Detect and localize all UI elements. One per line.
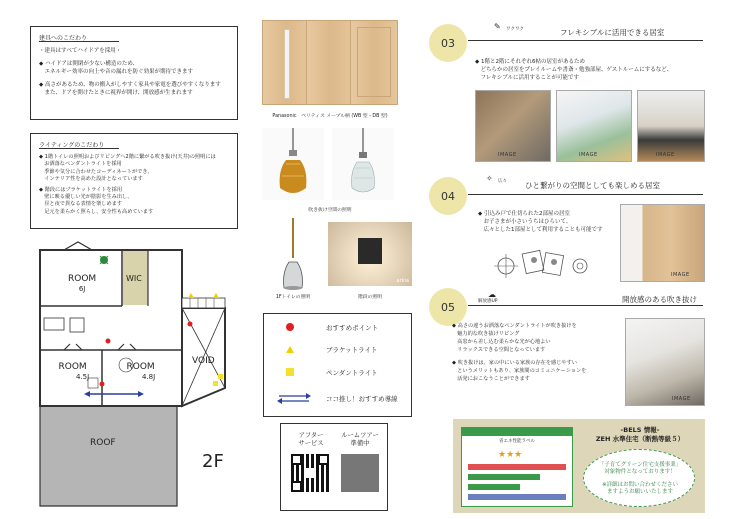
section05-kicker: 解放感UP (478, 299, 498, 304)
sparkle-icon: ✎ (494, 22, 501, 31)
legend-point-label: おすすめポイント (326, 324, 379, 332)
pendant-light-clear (332, 128, 394, 200)
section05-text: ◆ 高さの違うお洒落なペンダントライトが吹き抜けを 魅力的な吹き抜けリビング 高窓から差し込む柔らかな光が心地よい リラックスできる空間となっています ◆ 吹き抜けは、家の中にいる家族の存在を感じやすい というメリットもあり、家族間のコミュニケーションを 活発におこなうことができます (452, 323, 587, 382)
open-icon: ☁ (488, 290, 496, 299)
bels-notice-line2: ※詳細はお問い合わせください ますようお願いいたします (601, 482, 679, 495)
bels-panel (453, 419, 705, 513)
lighting-line: 季節や気分に合わせたコーディネートができ、 (39, 168, 153, 175)
image-kidsroom: IMAGE (556, 90, 632, 162)
image-atrium: IMAGE (625, 318, 705, 406)
section-number-04: 04 (429, 177, 467, 215)
toilet-light-caption: 1Fトイレの照明 (275, 295, 311, 300)
section03-kicker: ワクワク (506, 27, 524, 32)
section04-rule (468, 194, 703, 195)
room-label-roof: ROOF (90, 438, 116, 448)
image-study: IMAGE (637, 90, 705, 162)
lighting-line: お洒落なペンダントライトを採用 (39, 161, 122, 168)
section04-title: ひと繋がりの空間としても楽しめる居室 (525, 181, 660, 190)
door-image-db (350, 20, 398, 105)
legend-bracket-label: ブラケットライト (326, 346, 378, 354)
lighting-line: ◆ 1階トイレの照明およびリビングへ2階に繋がる吹き抜け(天井)の照明には (39, 154, 216, 160)
pendant-light-marker (213, 381, 218, 386)
room-tour-placeholder (341, 454, 379, 492)
image-sliding-door: IMAGE (620, 204, 705, 282)
room-label-48j: ROOM 4.8J (126, 362, 156, 381)
stairs-light-brand: arkia (396, 278, 409, 284)
lighting-line: 昼と夜で異なる表情を楽しめます (39, 201, 123, 208)
floor-label: 2F (202, 451, 224, 472)
door-image-plain (306, 20, 354, 105)
door-info-title: 建具へのこだわり (39, 35, 88, 42)
section04-kicker: 広々 (498, 179, 507, 184)
lighting-info-box (30, 133, 238, 229)
qr-code[interactable] (291, 454, 329, 492)
door-info-line: エネルギー効率の向上や音の漏れを防ぐ効果が期待できます (39, 69, 194, 75)
room-label-45j: ROOM 4.5J (58, 362, 90, 381)
section05-rule (468, 305, 703, 306)
pendant-light-marker (218, 374, 223, 379)
title-underline (39, 41, 119, 42)
legend-pendant-label: ペンダントライト (326, 369, 378, 377)
lighting-line: ◆ 階段にはブラケットライトを採用 (39, 186, 123, 193)
bels-heading: -BELS 情報- (620, 426, 660, 434)
door-caption: Panasonic ベリティス メープル柄 (WB 型・DB 型) (272, 114, 388, 119)
section-number-03: 03 (429, 24, 467, 62)
door-info-line: ◆ 高さがあるため、物の搬入がしやすく家具や家電を選びやすくなります (39, 82, 221, 88)
recommend-point (188, 322, 193, 327)
stairs-bracket-light (328, 222, 412, 286)
section03-rule (468, 40, 703, 41)
door-info-box (30, 26, 238, 120)
bels-label-title: 省エネ性能ラベル (499, 439, 535, 444)
lighting-line: インテリア性を高めた設計となっています (39, 176, 143, 183)
bels-notice (583, 449, 695, 507)
legend-route-label: ココ推し！おすすめ導線 (326, 395, 398, 403)
bracket-light-marker (213, 293, 219, 298)
toilet-light (262, 218, 324, 292)
lighting-line: 足元を柔らかく照らし、安全性も高めています (39, 208, 154, 215)
section03-text: ◆ 1階と2階にそれぞれ6帖の居室があるため どちらかの居室をプレイルームや書斎・勉強部屋、ゲストルームにするなど、 フレキシブルに活用することが可能です (475, 59, 673, 81)
door-image-wb (262, 20, 310, 105)
lighting-line: 壁に映る優しい光が陰影を生み出し、 (39, 194, 133, 201)
bels-stars: ★★★ (498, 450, 523, 460)
plant-icon (100, 256, 108, 264)
section-number-05: 05 (429, 288, 467, 326)
legend-route-icon (276, 392, 312, 404)
bracket-light-marker (188, 293, 194, 298)
fukinuke-light-caption: 吹き抜け空間の照明 (308, 208, 352, 213)
recommend-point (100, 382, 105, 387)
image-playroom: IMAGE (475, 90, 551, 162)
legend-point-icon (286, 323, 294, 331)
lighting-info-title: ライティングのこだわり (39, 142, 105, 149)
door-info-line: ◆ ハイドアは開閉が少ない構造のため、 (39, 61, 139, 67)
bels-label-card (461, 427, 573, 507)
room-label-void: VOID (192, 356, 215, 366)
after-service-label: アフター サービス (298, 432, 324, 447)
bels-notice-line1: 「子育てグリーン住宅支援事業」 対象物件となっております！ (598, 462, 682, 475)
legend-box (263, 313, 412, 417)
qr-box (280, 423, 388, 511)
section05-title: 開放感のある吹き抜け (622, 295, 697, 304)
door-info-text (39, 47, 235, 97)
legend-bracket-icon (286, 346, 294, 353)
pendant-light-amber (262, 128, 324, 200)
title-underline (39, 148, 119, 149)
room-label-wic: WIC (126, 274, 142, 283)
section03-title: フレキシブルに活用できる居室 (560, 28, 665, 37)
room-label-6j: ROOM 6J (68, 274, 97, 293)
recommend-point (106, 339, 111, 344)
legend-pendant-icon (286, 368, 294, 376)
door-info-line: また、ドアを開けたときに視界が開け、開放感が生まれます (39, 90, 193, 96)
room-tour-label: ルームツアー 準備中 (341, 432, 379, 447)
lighting-info-text (39, 154, 235, 216)
family-illustration (494, 244, 602, 288)
door-info-line: ・建具はすべてハイドアを採用・ (39, 48, 122, 54)
spacious-icon: ✧ (486, 174, 493, 183)
stairs-light-caption: 階段の照明 (358, 295, 382, 300)
floor-plan (30, 238, 255, 513)
bels-subheading: ZEH 水準住宅（断熱等級５） (595, 435, 685, 443)
section04-text: ◆ 引込み戸で仕切られた2部屋の居室 お子さまが小さいうちはひらいて、 広々とした1部屋として利用することも可能です (478, 211, 603, 233)
